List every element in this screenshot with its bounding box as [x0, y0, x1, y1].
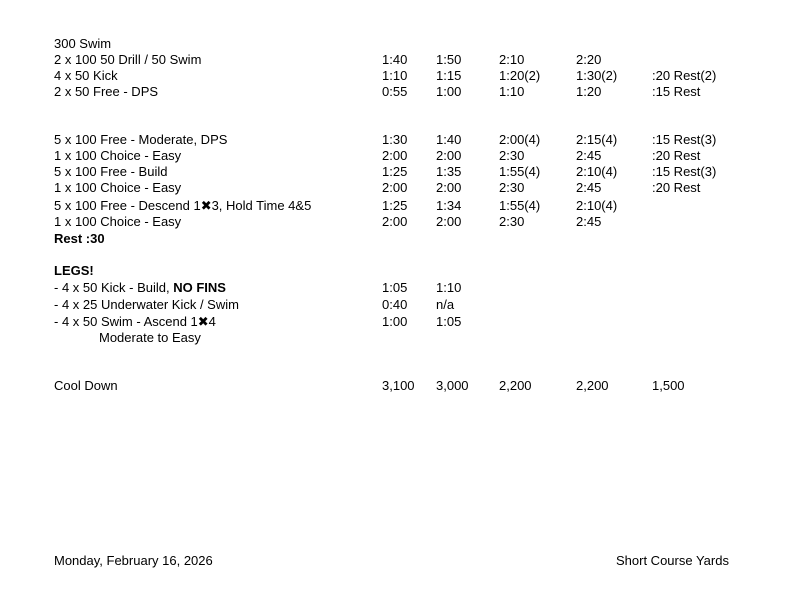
main-set-row	[0, 180, 792, 196]
warmup-row	[0, 52, 792, 68]
interval-group-1: 1:05	[382, 280, 408, 295]
interval-group-1: 2:00	[382, 214, 408, 229]
interval-group-4: 2:45	[576, 214, 602, 229]
workout-date: Monday, February 16, 2026	[54, 553, 213, 568]
interval-group-1: 2:00	[382, 148, 408, 163]
interval-group-1: 1:00	[382, 314, 408, 329]
interval-group-1: 0:55	[382, 84, 408, 99]
main-set-row	[0, 198, 792, 214]
interval-group-5: :20 Rest	[652, 148, 701, 163]
total-group-2: 3,000	[436, 378, 469, 393]
interval-group-4: 1:30(2)	[576, 68, 618, 83]
interval-group-1: 2:00	[382, 180, 408, 195]
legs-row	[0, 314, 792, 330]
course-type: Short Course Yards	[616, 553, 729, 568]
interval-group-3: 1:10	[499, 84, 525, 99]
interval-group-4: 2:45	[576, 148, 602, 163]
interval-group-3: 1:55(4)	[499, 198, 541, 213]
row-description: 300 Swim	[54, 36, 112, 51]
warmup-row	[0, 36, 792, 52]
interval-group-3: 2:30	[499, 180, 525, 195]
warmup-row	[0, 68, 792, 84]
row-description: 2 x 50 Free - DPS	[54, 84, 159, 99]
interval-group-1: 1:10	[382, 68, 408, 83]
interval-group-2: 1:34	[436, 198, 462, 213]
interval-group-4: 1:20	[576, 84, 602, 99]
interval-group-5: :15 Rest	[652, 84, 701, 99]
legs-row	[0, 297, 792, 313]
interval-group-1: 1:25	[382, 198, 408, 213]
interval-group-3: 1:20(2)	[499, 68, 541, 83]
legs-row	[0, 330, 792, 346]
total-group-1: 3,100	[382, 378, 415, 393]
interval-group-2: 1:10	[436, 280, 462, 295]
interval-group-2: 2:00	[436, 180, 462, 195]
no-fins-emphasis: NO FINS	[173, 280, 226, 295]
interval-group-2: 2:00	[436, 148, 462, 163]
legs-heading-row	[0, 263, 792, 279]
interval-group-5: :20 Rest	[652, 180, 701, 195]
interval-group-4: 2:20	[576, 52, 602, 67]
interval-group-5: :20 Rest(2)	[652, 68, 717, 83]
interval-group-2: n/a	[436, 297, 455, 312]
row-description: 2 x 100 50 Drill / 50 Swim	[54, 52, 202, 67]
row-description: - 4 x 25 Underwater Kick / Swim	[54, 297, 239, 312]
interval-group-3: 2:30	[499, 214, 525, 229]
interval-group-1: 0:40	[382, 297, 408, 312]
row-description: - 4 x 50 Swim - Ascend 1✖4	[54, 314, 216, 329]
main-set-row	[0, 214, 792, 230]
main-set-row	[0, 132, 792, 148]
row-description: 5 x 100 Free - Moderate, DPS	[54, 132, 228, 147]
interval-group-5: :15 Rest(3)	[652, 132, 717, 147]
interval-group-2: 1:50	[436, 52, 462, 67]
interval-group-2: 1:05	[436, 314, 462, 329]
total-group-3: 2,200	[499, 378, 532, 393]
row-description	[54, 280, 226, 296]
interval-group-1: 1:40	[382, 52, 408, 67]
interval-group-3: 2:30	[499, 148, 525, 163]
interval-group-1: 1:25	[382, 164, 408, 179]
row-description: 1 x 100 Choice - Easy	[54, 148, 182, 163]
interval-group-1: 1:30	[382, 132, 408, 147]
row-description: 1 x 100 Choice - Easy	[54, 214, 182, 229]
main-set-row	[0, 164, 792, 180]
interval-group-2: 1:00	[436, 84, 462, 99]
legs-row	[0, 280, 792, 296]
row-description: Moderate to Easy	[99, 330, 201, 345]
interval-group-4: 2:15(4)	[576, 132, 618, 147]
interval-group-4: 2:45	[576, 180, 602, 195]
interval-group-3: 2:10	[499, 52, 525, 67]
main-set-row	[0, 148, 792, 164]
total-group-5: 1,500	[652, 378, 685, 393]
interval-group-2: 1:15	[436, 68, 462, 83]
total-group-4: 2,200	[576, 378, 609, 393]
row-description: 4 x 50 Kick	[54, 68, 118, 83]
row-description-text: - 4 x 50 Kick - Build,	[54, 280, 174, 295]
row-description: 5 x 100 Free - Descend 1✖3, Hold Time 4&5	[54, 198, 312, 213]
interval-group-2: 1:35	[436, 164, 462, 179]
interval-group-3: 1:55(4)	[499, 164, 541, 179]
rest-label: Rest :30	[54, 231, 105, 246]
interval-group-4: 2:10(4)	[576, 164, 618, 179]
cooldown-row	[0, 378, 792, 394]
interval-group-2: 1:40	[436, 132, 462, 147]
row-description: 5 x 100 Free - Build	[54, 164, 168, 179]
row-description: 1 x 100 Choice - Easy	[54, 180, 182, 195]
warmup-row	[0, 84, 792, 100]
legs-heading: LEGS!	[54, 263, 94, 278]
interval-group-5: :15 Rest(3)	[652, 164, 717, 179]
row-description: Cool Down	[54, 378, 118, 393]
interval-group-3: 2:00(4)	[499, 132, 541, 147]
interval-group-4: 2:10(4)	[576, 198, 618, 213]
rest-row	[0, 231, 792, 247]
interval-group-2: 2:00	[436, 214, 462, 229]
